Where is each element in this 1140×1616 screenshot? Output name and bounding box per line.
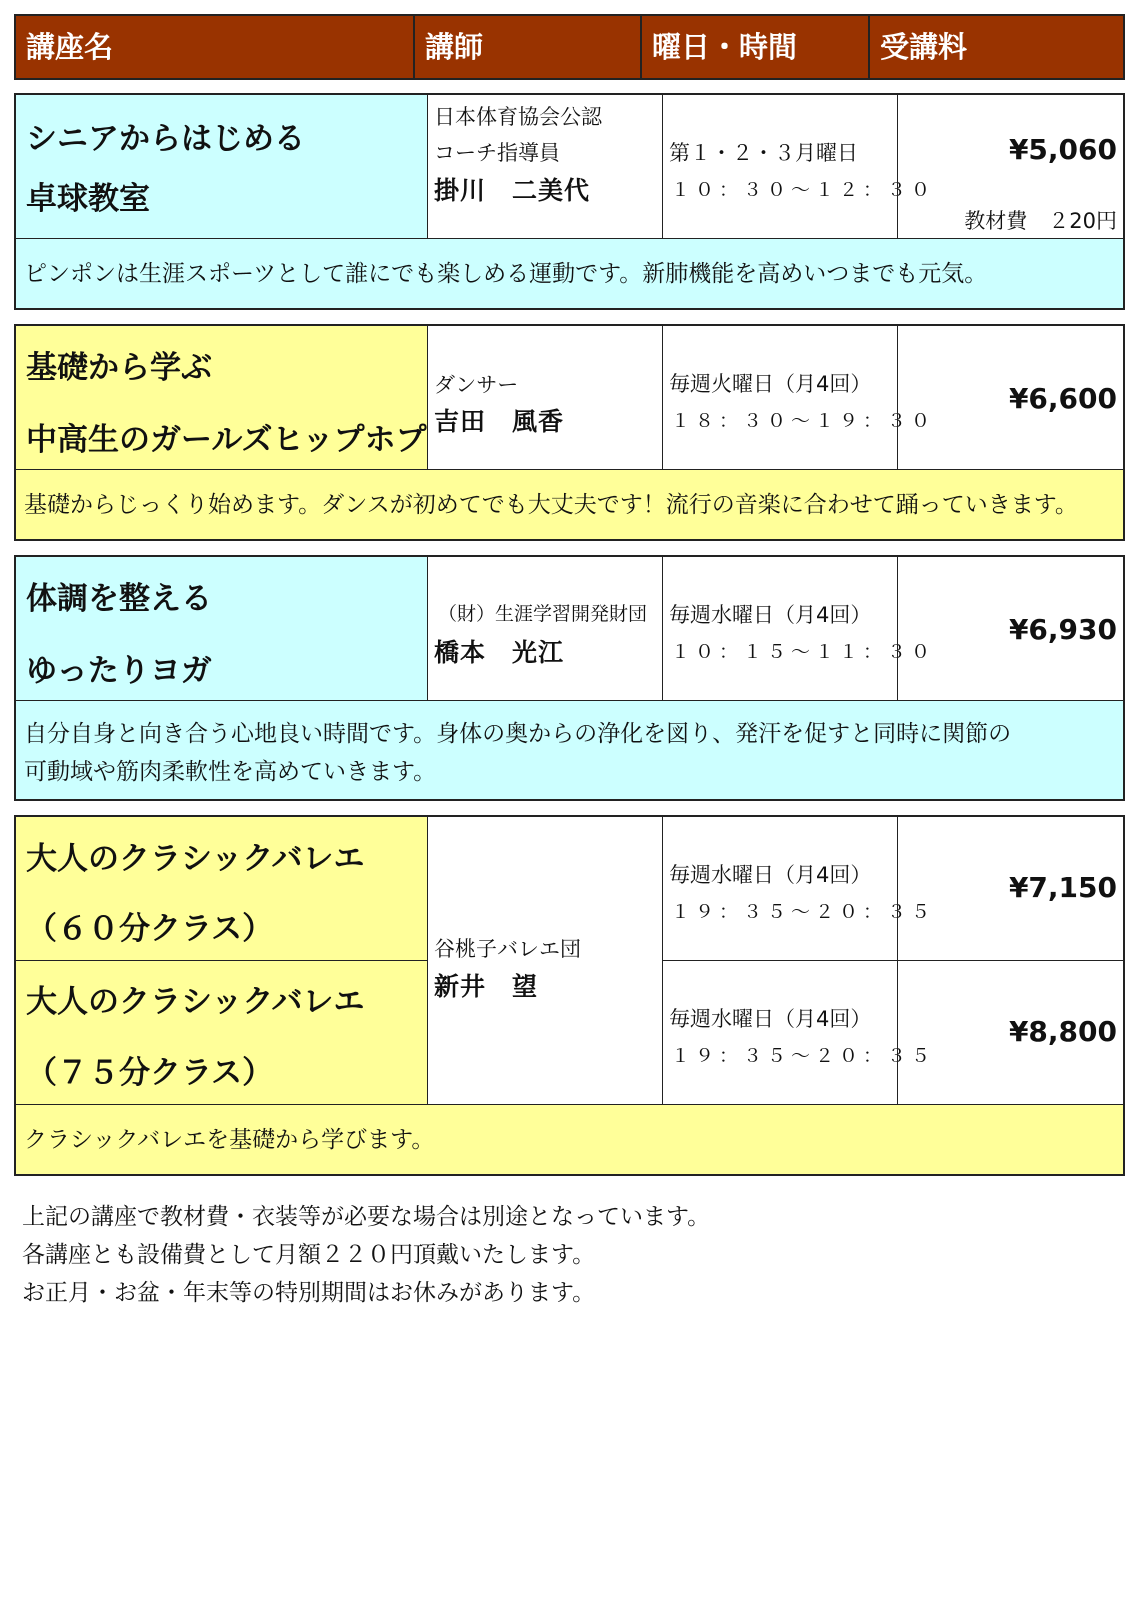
fee-price: ¥6,930: [1008, 613, 1117, 646]
fee-price: ¥5,060: [1008, 133, 1117, 166]
instructor-org: （財）生涯学習開発財団: [438, 603, 648, 625]
schedule-cell: [662, 326, 936, 469]
fee-cell: [897, 326, 1123, 469]
schedule-time: １０：３０～１２：３０: [671, 179, 936, 201]
course-title-cell: [16, 95, 427, 238]
course-title-line1: 大人のクラシックバレエ: [26, 841, 365, 877]
course-title-line1: 大人のクラシックバレエ: [26, 984, 365, 1020]
course-title-line1: シニアからはじめる: [26, 121, 305, 157]
fee-price: ¥7,150: [1008, 871, 1117, 904]
course-title-cell-60: [16, 817, 427, 960]
course-title-line1: 体調を整える: [26, 581, 212, 617]
schedule-cell-60: [662, 817, 936, 960]
instructor-cell: [427, 557, 662, 700]
course-description: 基礎からじっくり始めます。ダンスが初めてでも大丈夫です！流行の音楽に合わせて踊っていきます。: [16, 469, 1123, 539]
schedule-time: １９：３５～２０：３５: [671, 1045, 936, 1067]
course-title-line1: 基礎から学ぶ: [26, 350, 212, 386]
schedule-cell-75: [662, 960, 936, 1104]
instructor-org-line2: コーチ指導員: [434, 141, 560, 165]
course-yoga: [14, 555, 1125, 801]
course-description-line2: 可動域や筋肉柔軟性を高めていきます。: [24, 759, 437, 785]
fee-cell: [897, 557, 1123, 700]
schedule-day: 毎週水曜日（月4回）: [669, 1007, 872, 1031]
footnote-line: 各講座とも設備費として月額２２０円頂戴いたします。: [22, 1242, 596, 1268]
footnotes: [22, 1198, 710, 1312]
header-fee: 受講料: [868, 16, 1123, 78]
course-ballet: [14, 815, 1125, 1176]
course-title-line2: 中高生のガールズヒップホプ: [26, 422, 427, 458]
schedule-day: 毎週火曜日（月4回）: [669, 372, 872, 396]
fee-cell-60: [897, 817, 1123, 960]
schedule-time: １９：３５～２０：３５: [671, 901, 936, 923]
footnote-line: お正月・お盆・年末等の特別期間はお休みがあります。: [22, 1280, 596, 1306]
schedule-time: １０：１５～１１：３０: [671, 641, 936, 663]
course-title-line2: 卓球教室: [26, 181, 150, 217]
instructor-cell: [427, 95, 662, 238]
fee-price: ¥6,600: [1008, 382, 1117, 415]
course-title-cell: [16, 326, 427, 469]
course-description: クラシックバレエを基礎から学びます。: [16, 1104, 1123, 1174]
course-title-line2: （７５分クラス）: [26, 1055, 274, 1091]
course-description: ピンポンは生涯スポーツとして誰にでも楽しめる運動です。新肺機能を高めいつまでも元気。: [16, 238, 1123, 308]
header-instructor: 講師: [413, 16, 640, 78]
instructor-name: 橋本 光江: [434, 638, 565, 667]
footnote-line: 上記の講座で教材費・衣装等が必要な場合は別途となっています。: [22, 1204, 711, 1230]
schedule-cell: [662, 95, 936, 238]
schedule-day: 毎週水曜日（月4回）: [669, 603, 872, 627]
fee-material-note: 教材費 ２20円: [964, 209, 1117, 233]
header-course-name: 講座名: [26, 30, 114, 64]
course-title-line2: ゆったりヨガ: [26, 653, 212, 689]
schedule-day: 毎週水曜日（月4回）: [669, 863, 872, 887]
course-description-line1: 自分自身と向き合う心地良い時間です。身体の奥からの浄化を図り、発汗を促すと同時に関節の: [24, 721, 1012, 747]
course-description: [16, 700, 1123, 799]
instructor-name: 吉田 風香: [434, 407, 565, 436]
course-title-line2: （６０分クラス）: [26, 911, 274, 947]
course-table-tennis: [14, 93, 1125, 310]
fee-cell: [897, 95, 1123, 238]
course-title-cell: [16, 557, 427, 700]
instructor-cell: [427, 817, 662, 1104]
header-schedule: 曜日・時間: [640, 16, 868, 78]
schedule-cell: [662, 557, 936, 700]
instructor-org: ダンサー: [434, 373, 519, 397]
course-title-cell-75: [16, 960, 427, 1104]
instructor-cell: [427, 326, 662, 469]
table-header: [14, 14, 1125, 80]
instructor-org-line1: 日本体育協会公認: [434, 105, 602, 129]
instructor-name: 掛川 二美代: [434, 176, 591, 205]
course-hiphop: [14, 324, 1125, 541]
instructor-name: 新井 望: [434, 972, 539, 1001]
instructor-org: 谷桃子バレエ団: [434, 937, 581, 961]
fee-price: ¥8,800: [1008, 1015, 1117, 1048]
schedule-time: １８：３０～１９：３０: [671, 410, 936, 432]
fee-cell-75: [897, 960, 1123, 1104]
schedule-day: 第１・２・３月曜日: [669, 141, 858, 165]
